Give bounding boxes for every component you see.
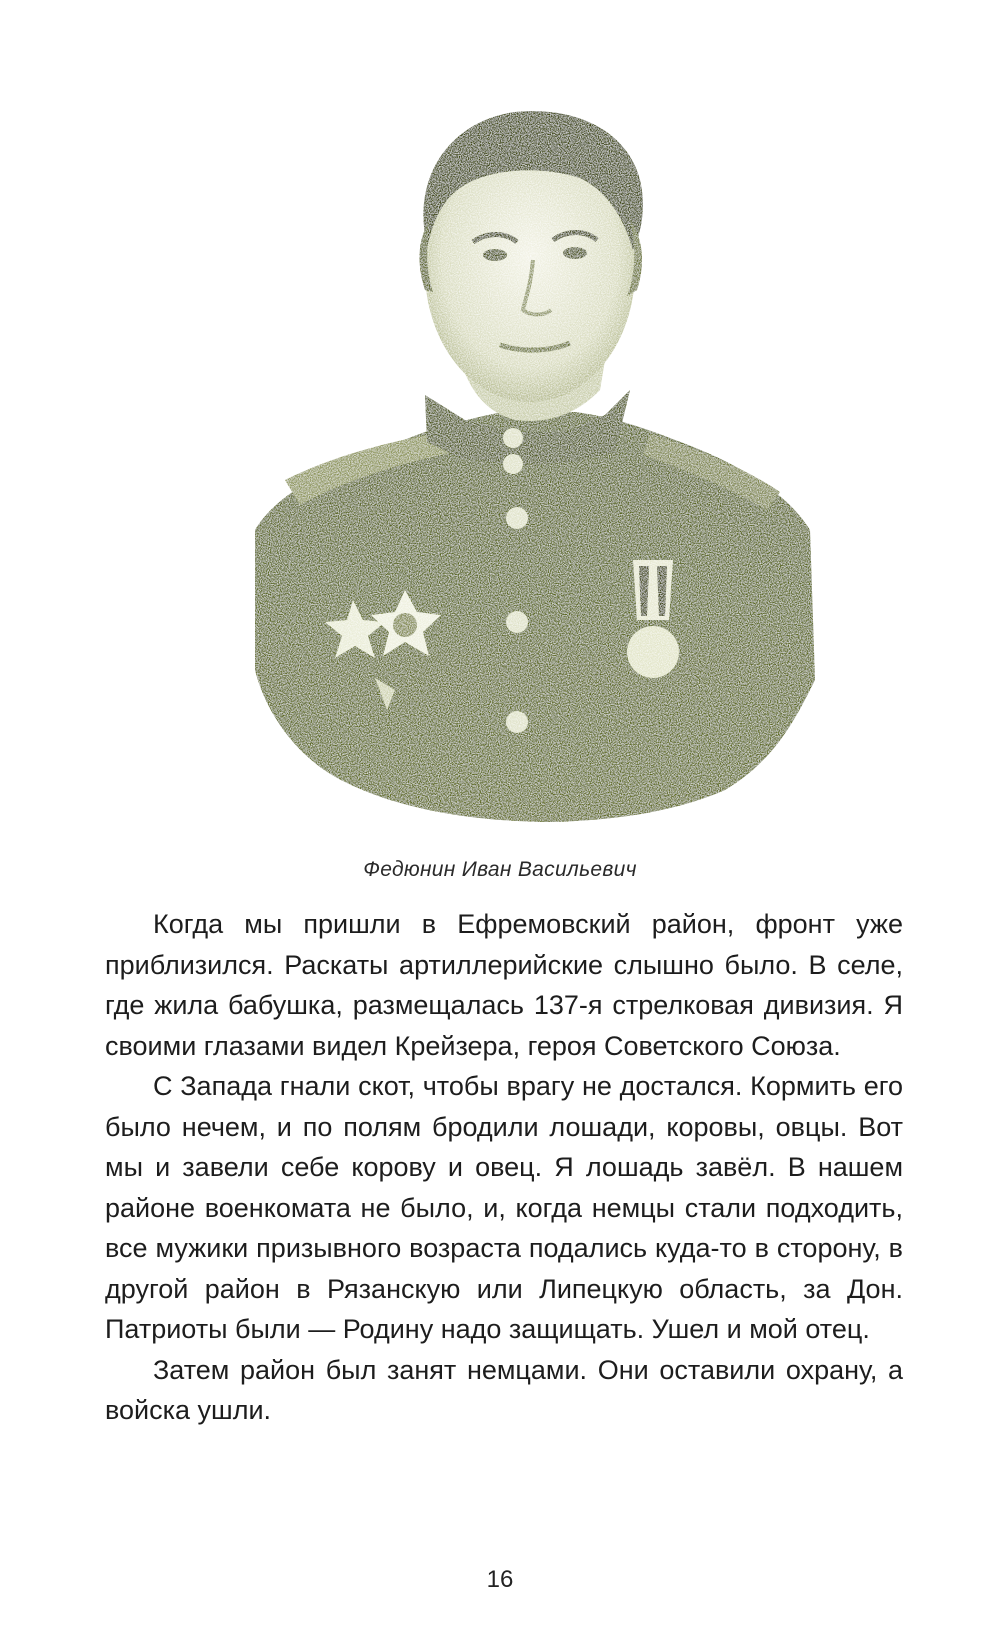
body-text [105, 904, 903, 1431]
portrait-photo [255, 60, 815, 840]
paragraph-2: С Запада гнали скот, чтобы врагу не достался. Кормить его было нечем, и по полям бродили лошади, коровы, овцы. Вот мы и завели себе корову и овец. Я лошадь завёл. В нашем районе военкомата не было, и, когда немцы стали подходить, все мужики призывного возраста подались куда-то в сторону, в другой район в Рязанскую или Липецкую область, за Дон. Патриоты были — Родину надо защищать. Ушел и мой отец. [105, 1071, 903, 1344]
page-number: 16 [486, 1566, 514, 1593]
portrait-image [255, 60, 815, 840]
paragraph-3: Затем район был занят немцами. Они оставили охрану, а войска ушли. [105, 1354, 903, 1425]
paragraph-1: Когда мы пришли в Ефремовский район, фронт уже приблизился. Раскаты артиллерийские слышно было. В селе, где жила бабушка, размещалась 137-я стрелковая дивизия. Я своими глазами видел Крейзера, героя Советского Союза. [105, 909, 903, 1061]
photo-caption: Федюнин Иван Васильевич [363, 858, 637, 881]
